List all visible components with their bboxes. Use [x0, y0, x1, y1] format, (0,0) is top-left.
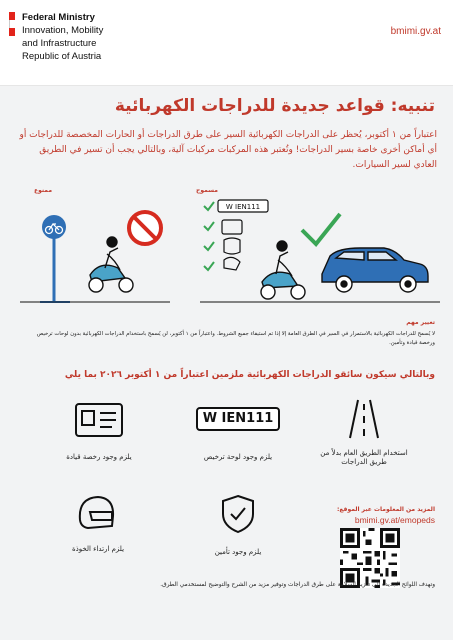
shield-check-icon	[220, 494, 256, 534]
road-icon	[348, 398, 380, 440]
allowed-label: مسموح	[196, 187, 218, 194]
rider-allowed-icon	[261, 241, 305, 299]
caption-insurance: يلزم وجود تأمين	[214, 548, 262, 556]
website-link[interactable]: bmimi.gv.at	[390, 26, 441, 37]
caption-license: يلزم وجود رخصة قيادة	[66, 453, 132, 461]
ministry-line: Federal Ministry	[22, 12, 95, 23]
ministry-line: Republic of Austria	[22, 51, 102, 62]
header	[0, 0, 453, 86]
page-title: تنبيه: قواعد جديدة للدراجات الكهربائية	[114, 96, 435, 116]
austria-flag-icon	[9, 12, 15, 36]
ministry-line: Innovation, Mobility	[22, 25, 104, 36]
important-title: تغيير مهم	[406, 319, 435, 326]
caption-plate: يلزم وجود لوحة ترخيص	[203, 453, 273, 461]
qr-code-icon[interactable]	[340, 528, 400, 588]
car-icon	[322, 248, 428, 292]
more-info-title: المزيد من المعلومات عبر الموقع:	[337, 506, 435, 513]
ministry-line: and Infrastructure	[22, 38, 97, 49]
forbidden-label: ممنوع	[34, 187, 53, 194]
caption-road: استخدام الطريق العام بدلاً من طريق الدراجات	[320, 449, 408, 466]
rider-forbidden-icon	[89, 237, 133, 292]
scene-illustration	[0, 190, 453, 310]
no-entry-icon	[129, 212, 161, 244]
requirements-title: وبالتالي سيكون سائقو الدراجات الكهربائية ملزمين اعتباراً من ١ أكتوبر ٢٠٢٦ بما يلي	[64, 370, 435, 380]
license-card-icon	[74, 402, 124, 438]
helmet-icon	[76, 494, 116, 532]
big-check-icon	[302, 214, 340, 244]
plate-small-text: W IEN111	[225, 203, 261, 211]
caption-helmet: يلزم ارتداء الخوذة	[71, 545, 125, 553]
license-plate-icon: W IEN111	[196, 407, 280, 431]
intro-text: اعتباراً من ١ أكتوبر، يُحظر على الدراجات الكهربائية السير على طرق الدراجات أو الحارات المخصصة للدراجات أو أي أماكن أخرى خاصة بسير الدراجات! وتُعتبر هذه المركبات مركبات آلية، وبالتالي يجب أن تسير في الطريق العادي لسير السيارات.	[19, 130, 437, 170]
bike-path-sign-icon	[40, 215, 70, 302]
more-info-link[interactable]: bmimi.gv.at/emopeds	[354, 515, 435, 525]
footer-text: وتهدف اللوائح الجديدة إلى تعزيز السلامة على طرق الدراجات وتوفير مزيد من الشرح والتوضيح لمستخدمي الطرق.	[160, 582, 435, 588]
ministry-name	[22, 11, 103, 63]
important-text: لا يُسمح للدراجات الكهربائية بالاستمرار في السير في الطرق العامة إلا إذا تم استيفاء جميع الشروط. واعتباراً من ١ أكتوبر، لن يُسمح باستخدام الدراجات الكهربائية بدون لوحات ترخيص ورخصة قيادة وتأمين.	[36, 331, 435, 346]
